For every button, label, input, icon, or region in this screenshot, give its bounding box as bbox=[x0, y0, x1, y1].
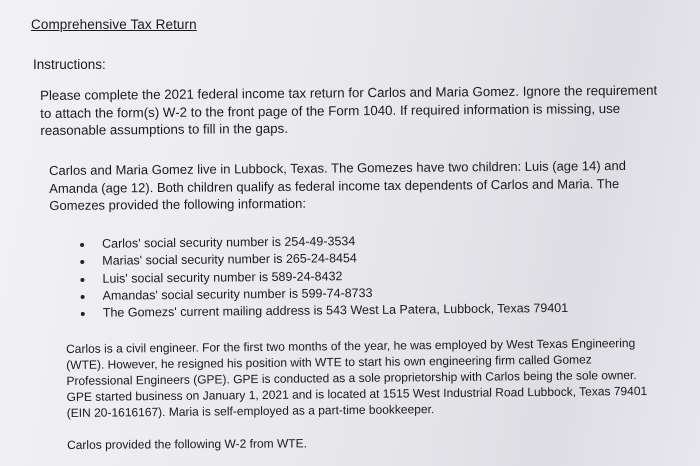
list-item-text: The Gomezs' current mailing address is 543 West La Patera, Lubbock, Texas 79401 bbox=[102, 301, 569, 320]
bullet-icon bbox=[80, 260, 84, 264]
bullet-icon bbox=[81, 312, 85, 316]
w2-intro-paragraph: Carlos provided the following W-2 from WTE. bbox=[67, 436, 307, 452]
bullet-icon bbox=[80, 278, 84, 282]
document-title: Comprehensive Tax Return bbox=[31, 17, 197, 32]
family-paragraph: Carlos and Maria Gomez live in Lubbock, Texas. The Gomezes have two children: Luis (age 14) and Amanda (age 12). Both children qualify as federal income tax dependents of Carlos and Maria. The Gomezes provided the following information: bbox=[49, 157, 626, 213]
list-item bbox=[79, 300, 569, 322]
instructions-heading: Instructions: bbox=[33, 57, 106, 72]
intro-paragraph: Please complete the 2021 federal income tax return for Carlos and Maria Gomez. Ignore the requirement to attach the form(s) W-2 to the front page of the Form 1040. If required information is missing, use reasonable assumptions to fill in the gaps. bbox=[40, 82, 658, 138]
info-list bbox=[78, 231, 568, 323]
bullet-icon bbox=[80, 243, 84, 247]
list-item-text: Amandas' social security number is 599-74-8733 bbox=[102, 285, 373, 303]
list-item-text: Carlos' social security number is 254-49-3534 bbox=[102, 234, 356, 251]
bullet-icon bbox=[81, 295, 85, 299]
list-item-text: Marias' social security number is 265-24-8454 bbox=[102, 251, 357, 269]
list-item-text: Luis' social security number is 589-24-8432 bbox=[102, 268, 343, 286]
business-paragraph: Carlos is a civil engineer. For the first two months of the year, he was employed by West Texas Engineering (WTE). However, he resigned his position with WTE to start his own engineering firm called Gomez Professional Engineers (GPE). GPE is conducted as a sole proprietorship with Carlos being the sole owner. GPE started business on January 1, 2021 and is located at 1515 West Industrial Road Lubbock, Texas 79401 (EIN 20-1616167). Maria is self-employed as a part-time bookkeeper. bbox=[66, 336, 648, 420]
